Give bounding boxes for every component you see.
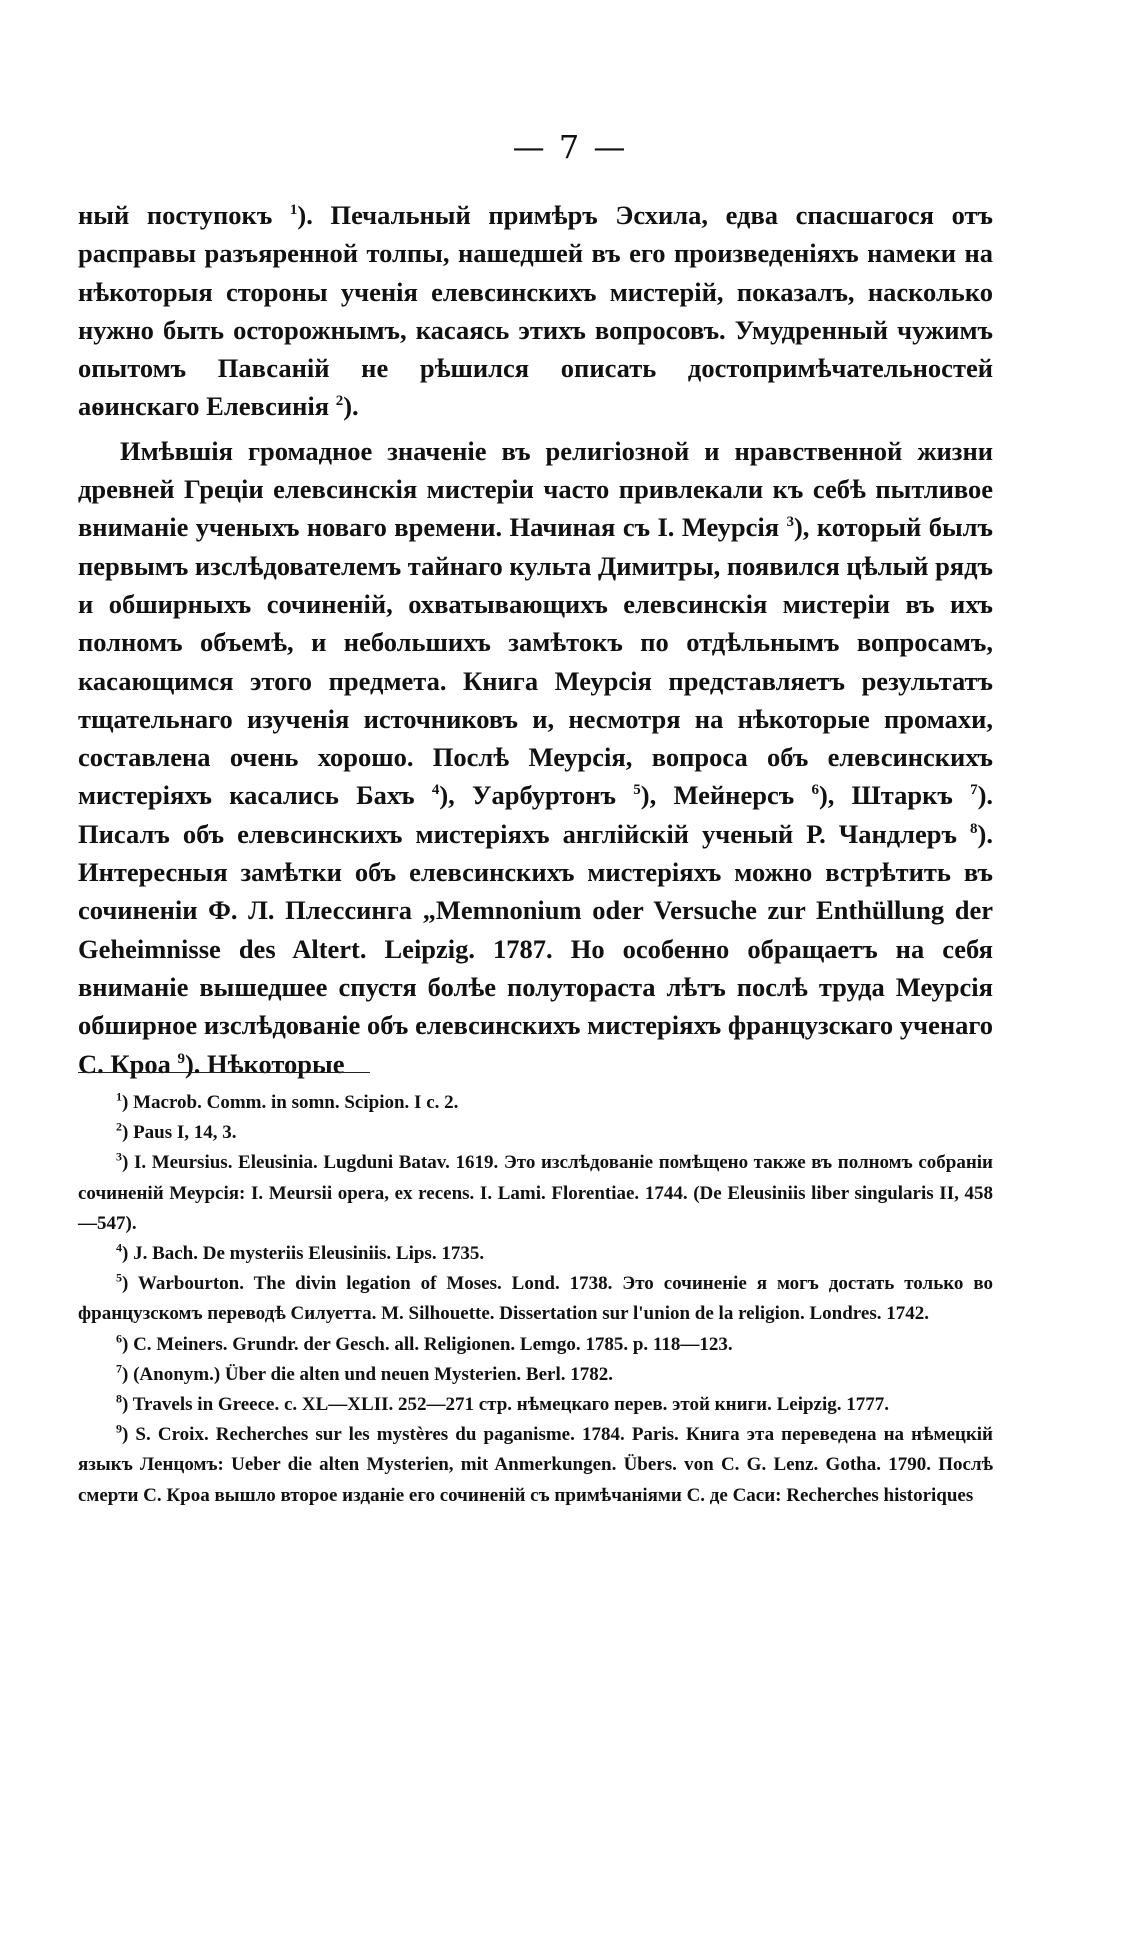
footnote-ref[interactable]: 3	[786, 514, 794, 531]
footnote-7	[78, 1360, 993, 1390]
footnote-9	[78, 1420, 993, 1511]
footnote-2	[78, 1118, 993, 1148]
footnote-text: ) J. Bach. De mysteriis Eleusiniis. Lips. 1735.	[122, 1243, 485, 1265]
footnote-ref[interactable]: 1	[289, 202, 298, 219]
text-segment: ). Интересныя замѣтки объ елевсинскихъ мистеріяхъ можно встрѣтить въ сочиненіи Ф. Л. Плессинга „Memnonium oder Versuche zur Enthüllung der Geheimnisse des Altert. Leipzig. 1787. Но особенно обращаетъ на себя вниманіе вышедшее спустя болѣе полутораста лѣтъ послѣ труда Меурсія обширное изслѣдованіе объ елевсинскихъ мистеріяхъ французскаго ученаго С. Кроа	[78, 818, 993, 1079]
footnote-4	[78, 1239, 993, 1269]
footnote-mark: 2	[116, 1119, 122, 1134]
footnote-ref[interactable]: 6	[811, 782, 819, 799]
footnote-ref[interactable]: 7	[970, 782, 978, 799]
page-number: — 7 —	[512, 128, 628, 166]
footnote-6	[78, 1330, 993, 1360]
footnote-mark: 3	[116, 1150, 122, 1165]
footnote-1	[78, 1088, 993, 1118]
paragraph-2	[78, 432, 993, 1083]
text-segment: Имѣвшія громадное значеніе въ религіозной и нравственной жизни древней Греціи елевсинскія мистеріи часто привлекали къ себѣ пытливое вниманіе ученыхъ новаго времени. Начиная съ I. Меурсія	[78, 435, 993, 543]
footnotes-section	[78, 1088, 993, 1511]
paragraph-1	[78, 196, 993, 426]
footnote-mark: 9	[116, 1421, 122, 1436]
footnote-mark: 5	[116, 1270, 122, 1285]
text-segment: ), Мейнерсъ	[640, 780, 812, 811]
text-segment: ). Нѣкоторые	[184, 1048, 345, 1079]
footnote-mark: 6	[116, 1331, 122, 1346]
text-segment: ), который былъ первымъ изслѣдователемъ тайнаго культа Димитры, появился цѣлый рядъ и обширныхъ сочиненій, охватывающихъ елевсинскія мистеріи въ ихъ полномъ объемѣ, и небольшихъ замѣтокъ по отдѣльнымъ вопросамъ, касающимся этого предмета. Книга Меурсія представляетъ результатъ тщательнаго изученія источниковъ и, несмотря на нѣкоторые промахи, составлена очень хорошо. Послѣ Меурсія, вопроса объ елевсинскихъ мистеріяхъ касались Бахъ	[78, 512, 993, 811]
footnote-mark: 8	[116, 1391, 122, 1406]
footnote-ref[interactable]: 2	[335, 393, 344, 410]
footnote-ref[interactable]: 9	[177, 1050, 185, 1067]
footnote-text: ) C. Meiners. Grundr. der Gesch. all. Religionen. Lemgo. 1785. p. 118—123.	[122, 1333, 733, 1355]
main-text	[78, 196, 993, 1083]
footnote-ref[interactable]: 4	[431, 782, 440, 799]
footnote-text: ) I. Meursius. Eleusinia. Lugduni Batav. 1619. Это изслѣдованіе помѣщено также въ полномъ собраніи сочиненій Меурсія: I. Meursii opera, ex recens. I. Lami. Florentiae. 1744. (De Eleusiniis liber singularis II, 458—547).	[78, 1152, 993, 1234]
footnote-text: ) Warbourton. The divin legation of Moses. Lond. 1738. Это сочиненіе я могъ достать только во французскомъ переводѣ Силуетта. M. Silhouette. Dissertation sur l'union de la religion. Londres. 1742.	[78, 1273, 993, 1325]
footnote-8	[78, 1390, 993, 1420]
text-segment: ).	[343, 391, 359, 422]
footnote-text: ) Paus I, 14, 3.	[122, 1122, 237, 1144]
footnote-mark: 4	[116, 1240, 122, 1255]
text-segment: ). Печальный примѣръ Эсхила, едва спасшагося отъ расправы разъяренной толпы, нашедшей въ его произведеніяхъ намеки на нѣкоторыя стороны ученія елевсинскихъ мистерій, показалъ, насколько нужно быть осторожнымъ, касаясь этихъ вопросовъ. Умудренный чужимъ опытомъ Павсаній не рѣшился описать достопримѣчательностей аѳинскаго Елевсинія	[78, 200, 993, 422]
footnote-text: ) (Anonym.) Über die alten und neuen Mysterien. Berl. 1782.	[122, 1363, 613, 1385]
footnote-text: ) S. Croix. Recherches sur les mystères du paganisme. 1784. Paris. Книга эта переведена на нѣмецкій языкъ Ленцомъ: Ueber die alten Mysterien, mit Anmerkungen. Übers. von C. G. Lenz. Gotha. 1790. Послѣ смерти С. Кроа вышло второе изданіе его сочиненій съ примѣчаніями С. де Саси: Recherches historiques	[78, 1424, 993, 1506]
footnote-3	[78, 1148, 993, 1239]
text-segment: ), Штаркъ	[818, 780, 971, 811]
footnote-divider	[78, 1072, 370, 1073]
text-segment: ), Уарбуртонъ	[439, 780, 634, 811]
footnote-mark: 1	[116, 1089, 122, 1104]
footnote-5	[78, 1269, 993, 1329]
footnote-ref[interactable]: 8	[970, 820, 978, 837]
footnote-text: ) Travels in Greece. c. XL—XLII. 252—271 стр. нѣмецкаго перев. этой книги. Leipzig. 1777.	[122, 1394, 890, 1416]
footnote-ref[interactable]: 5	[633, 782, 641, 799]
text-segment: ный поступокъ	[78, 200, 290, 230]
footnote-mark: 7	[116, 1361, 122, 1376]
text-segment: ). Писалъ объ елевсинскихъ мистеріяхъ англійскій ученый Р. Чандлеръ	[78, 780, 994, 849]
footnote-text: ) Macrob. Comm. in somn. Scipion. I c. 2.	[122, 1092, 459, 1113]
